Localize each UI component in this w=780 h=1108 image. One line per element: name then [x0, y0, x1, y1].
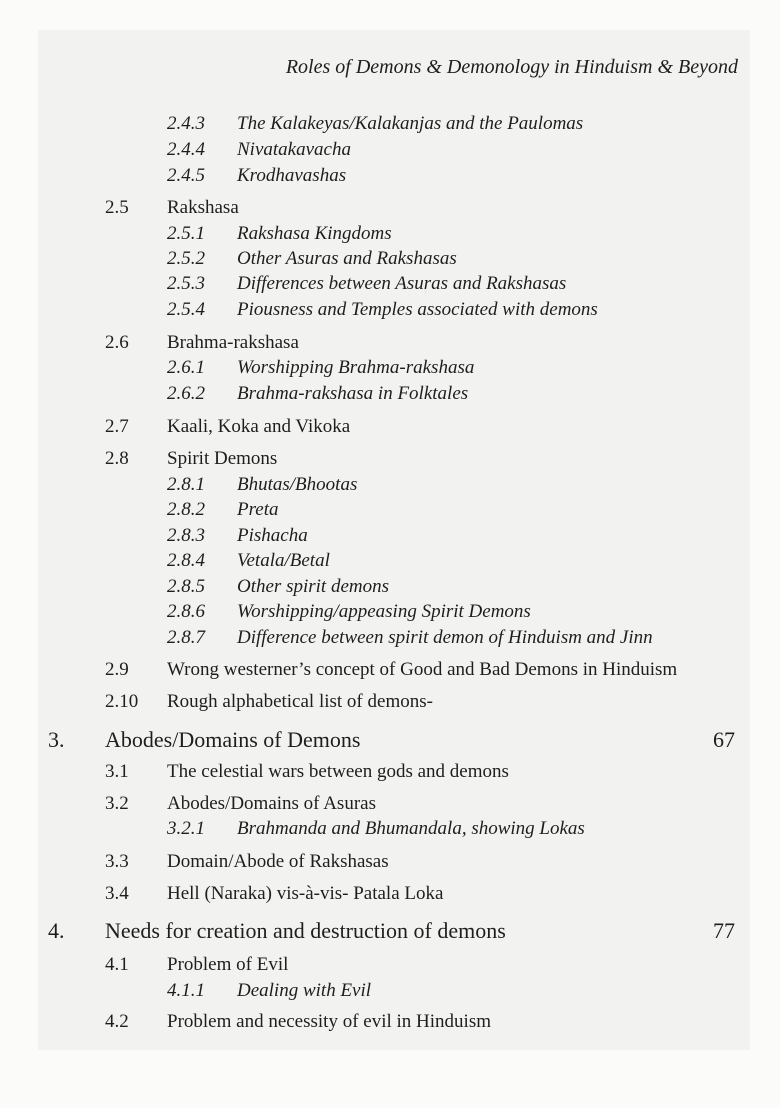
toc-entry: [0, 113, 780, 139]
entry-number: 2.10: [105, 691, 139, 712]
toc-entry: [0, 448, 780, 474]
entry-number: 2.5.4: [167, 299, 205, 320]
entry-title: Hell (Naraka) vis-à-vis- Patala Loka: [167, 883, 444, 904]
entry-title: Problem and necessity of evil in Hinduism: [167, 1011, 492, 1032]
entry-title: Nivatakavacha: [237, 139, 351, 160]
toc-entry: [0, 659, 780, 685]
entry-title: Abodes/Domains of Asuras: [167, 793, 376, 814]
toc-entry: [0, 499, 780, 525]
entry-number: 3.3: [105, 851, 129, 872]
entry-title: The celestial wars between gods and demons: [167, 761, 509, 782]
entry-number: 2.4.4: [167, 139, 205, 160]
entry-title: Vetala/Betal: [237, 550, 330, 571]
entry-title: Worshipping/appeasing Spirit Demons: [237, 601, 531, 622]
entry-title: The Kalakeyas/Kalakanjas and the Paulomas: [237, 113, 584, 134]
toc-entry: [0, 197, 780, 223]
entry-number: 3.4: [105, 883, 129, 904]
entry-title: Differences between Asuras and Rakshasas: [237, 273, 567, 294]
toc-entry: [0, 525, 780, 551]
entry-title: Preta: [237, 499, 279, 520]
entry-title: Wrong westerner’s concept of Good and Bad Demons in Hinduism: [167, 659, 678, 680]
entry-number: 2.8: [105, 448, 129, 469]
entry-title: Difference between spirit demon of Hinduism and Jinn: [237, 627, 653, 648]
toc-entry: [0, 383, 780, 409]
entry-number: 3.2.1: [167, 818, 205, 839]
entry-number: 2.8.4: [167, 550, 205, 571]
toc-entry: [0, 165, 780, 191]
toc-entry: [0, 883, 780, 909]
toc-entry: [0, 818, 780, 844]
entry-number: 4.1: [105, 954, 129, 975]
entry-title: Worshipping Brahma-rakshasa: [237, 357, 475, 378]
entry-number: 2.8.6: [167, 601, 205, 622]
toc-entry: [0, 332, 780, 358]
toc-entry: [0, 474, 780, 500]
entry-title: Needs for creation and destruction of demons: [105, 918, 506, 943]
entry-number: 4.: [48, 918, 65, 943]
entry-number: 2.6.1: [167, 357, 205, 378]
entry-number: 2.6.2: [167, 383, 205, 404]
entry-title: Dealing with Evil: [237, 980, 372, 1001]
entry-number: 3.1: [105, 761, 129, 782]
toc-entry: [0, 576, 780, 602]
entry-number: 3.2: [105, 793, 129, 814]
toc-entry: [0, 601, 780, 627]
entry-number: 4.1.1: [167, 980, 205, 1001]
entry-number: 2.5: [105, 197, 129, 218]
toc-entry: [0, 273, 780, 299]
entry-title: Brahma-rakshasa: [167, 332, 299, 353]
entry-title: Rakshasa: [167, 197, 239, 218]
entry-number: 2.8.5: [167, 576, 205, 597]
toc-entry: [0, 980, 780, 1006]
entry-number: 2.8.7: [167, 627, 205, 648]
entry-title: Rough alphabetical list of demons-: [167, 691, 433, 712]
entry-title: Brahmanda and Bhumandala, showing Lokas: [237, 818, 585, 839]
entry-title: Problem of Evil: [167, 954, 289, 975]
entry-title: Piousness and Temples associated with demons: [237, 299, 598, 320]
toc-entry: [0, 851, 780, 877]
toc-entry: [0, 727, 780, 753]
entry-number: 2.5.3: [167, 273, 205, 294]
entry-title: Other Asuras and Rakshasas: [237, 248, 457, 269]
entry-number: 2.6: [105, 332, 129, 353]
entry-number: 2.8.2: [167, 499, 205, 520]
entry-title: Domain/Abode of Rakshasas: [167, 851, 389, 872]
entry-title: Pishacha: [237, 525, 308, 546]
entry-title: Krodhavashas: [237, 165, 347, 186]
entry-title: Bhutas/Bhootas: [237, 474, 358, 495]
entry-title: Spirit Demons: [167, 448, 278, 469]
entry-title: Other spirit demons: [237, 576, 389, 597]
toc-entry: [0, 627, 780, 653]
entry-number: 2.4.5: [167, 165, 205, 186]
toc-entry: [0, 299, 780, 325]
toc-entry: [0, 1011, 780, 1037]
toc-entry: [0, 918, 780, 944]
running-header: Roles of Demons & Demonology in Hinduism & Beyond: [285, 56, 738, 78]
toc-entry: [0, 223, 780, 249]
toc-entry: [0, 954, 780, 980]
entry-number: 3.: [48, 727, 65, 752]
entry-title: Abodes/Domains of Demons: [105, 727, 361, 752]
entry-number: 2.5.2: [167, 248, 205, 269]
toc-entry: [0, 416, 780, 442]
entry-title: Kaali, Koka and Vikoka: [167, 416, 351, 437]
toc-entry: [0, 793, 780, 819]
entry-number: 2.9: [105, 659, 129, 680]
entry-title: Rakshasa Kingdoms: [237, 223, 392, 244]
entry-number: 2.7: [105, 416, 129, 437]
entry-number: 2.8.3: [167, 525, 205, 546]
toc-entry: [0, 550, 780, 576]
entry-number: 4.2: [105, 1011, 129, 1032]
toc-entry: [0, 139, 780, 165]
entry-title: Brahma-rakshasa in Folktales: [237, 383, 469, 404]
entry-number: 2.5.1: [167, 223, 205, 244]
entry-number: 2.8.1: [167, 474, 205, 495]
toc-entry: [0, 357, 780, 383]
page-number: 77: [713, 918, 735, 943]
toc-entry: [0, 761, 780, 787]
toc-entry: [0, 248, 780, 274]
page-number: 67: [713, 727, 735, 752]
entry-number: 2.4.3: [167, 113, 205, 134]
toc-entry: [0, 691, 780, 717]
